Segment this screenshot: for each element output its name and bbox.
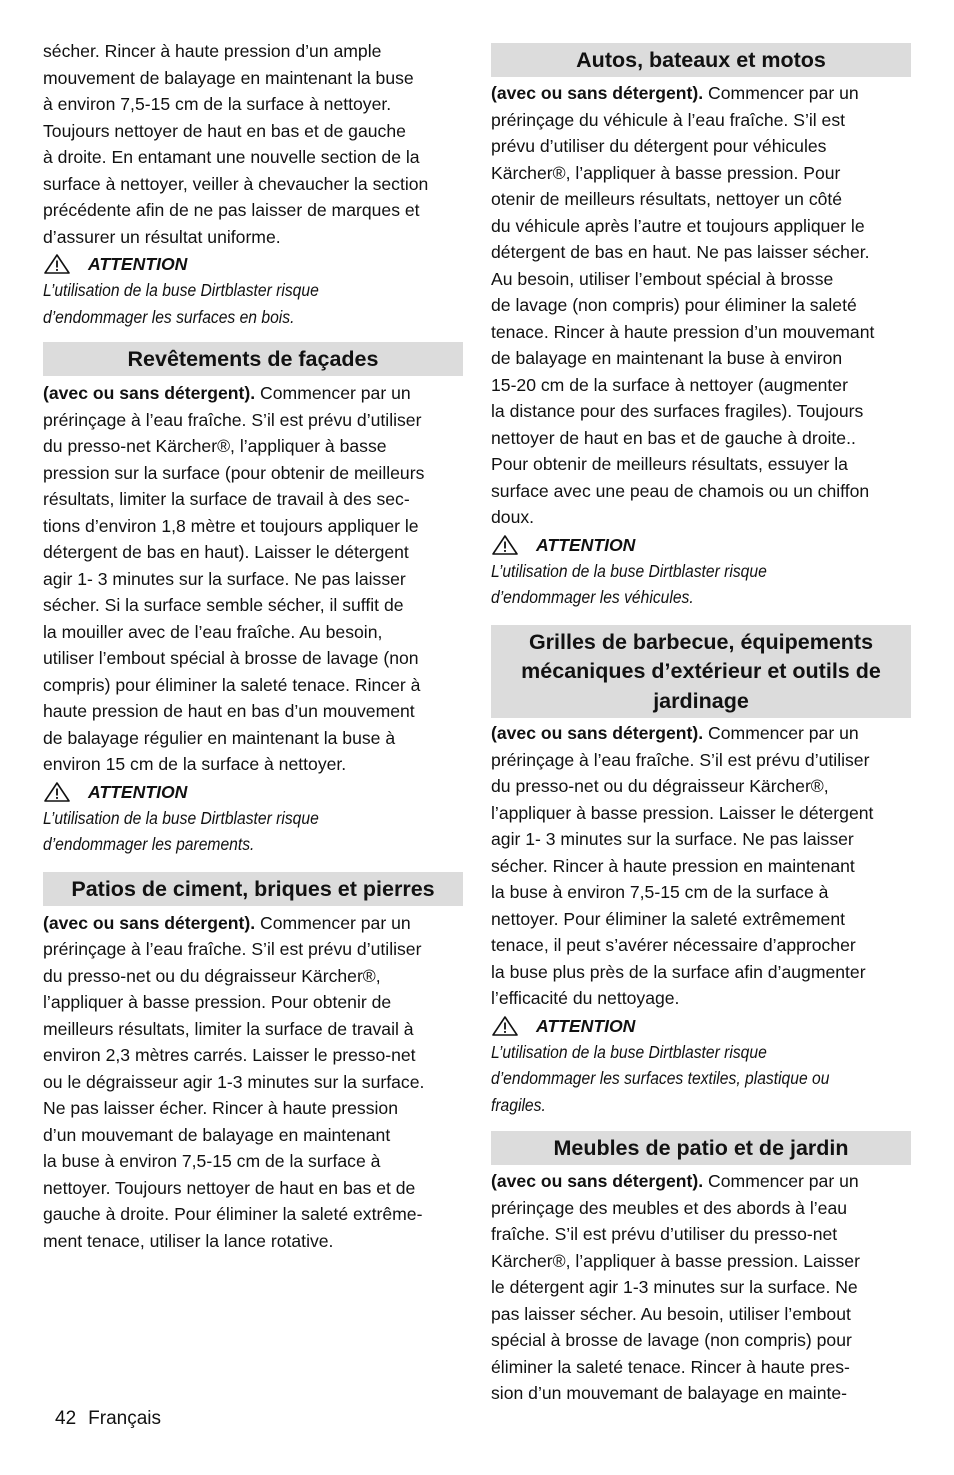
warning-triangle-icon — [44, 782, 70, 802]
section-heading-grilles: Grilles de barbecue, équipements mécaniques d’extérieur et outils de jardinage — [491, 625, 911, 719]
section-body-grilles: (avec ou sans détergent). Commencer par un prérinçage à l’eau fraîche. S’il est prévu d’utiliser du presso-net ou du dégraisseur Kärcher®, l’appliquer à basse pression. Laisser le détergent agir 1- 3 minutes sur la surface. Ne pas laisser sécher. Rincer à haute pression en maintenant la buse à environ 7,5-15 cm de la surface à nettoyer. Pour éliminer la saleté extrêmement tenace, il peut s’avérer nécessaire d’approcher la buse plus près de la surface afin d’augmenter l’efficacité du nettoyage. — [491, 723, 874, 1008]
section-body-patios: (avec ou sans détergent). Commencer par un prérinçage à l’eau fraîche. S’il est prévu d’utiliser du presso-net ou du dégraisseur Kärcher®, l’appliquer à basse pression. Pour obtenir de meilleurs résultats, limiter la surface de travail à environ 2,3 mètres carrés. Laisser le presso-net ou le dégraisseur agir 1-3 minutes sur la surface. Ne pas laisser écher. Rincer à haute pression d’un mouvemant de balayage en maintenant la buse à environ 7,5-15 cm de la surface à nettoyer. Toujours nettoyer de haut en bas et de gauche à droite. Pour éliminer la saleté extrême- ment tenace, utiliser la lance rotative. — [43, 912, 425, 1251]
intro-paragraph: sécher. Rincer à haute pression d’un ample mouvement de balayage en maintenant la buse à environ 7,5-15 cm de la surface à nettoyer. Toujours nettoyer de haut en bas et de gauche à droite. En entamant une nouvelle section de la surface à nettoyer, veiller à chevaucher la section précédente afin de ne pas laisser de marques et d’assurer un résultat uniforme. — [43, 41, 429, 247]
warning-triangle-icon — [44, 254, 70, 274]
attention-note: ATTENTION L’utilisation de la buse Dirtblaster risque d’endommager les véhicules. — [491, 532, 911, 611]
section-heading-patios: Patios de ciment, briques et pierres — [43, 872, 463, 906]
attention-note: ATTENTION L’utilisation de la buse Dirtblaster risque d’endommager les surfaces en bois. — [43, 251, 463, 330]
page-number: 42 — [55, 1408, 77, 1429]
section-heading-facades: Revêtements de façades — [43, 342, 463, 376]
attention-label: ATTENTION — [88, 254, 188, 274]
section-body-autos: (avec ou sans détergent). Commencer par un prérinçage du véhicule à l’eau fraîche. S’il est prévu d’utiliser du détergent pour véhicules Kärcher®, l’appliquer à basse pression. Pour otenir de meilleurs résultats, nettoyer un côté du véhicule après l’autre et toujours appliquer le détergent de bas en haut. Ne pas laisser sécher. Au besoin, utiliser l’embout spécial à brosse de lavage (non compris) pour éliminer la saleté tenace. Rincer à haute pression d’un mouvemant de balayage en maintenant la buse à environ 15-20 cm de la surface à nettoyer (augmenter la distance pour des surfaces fragiles). Toujours nettoyer de haut en bas et de gauche à droite.. Pour obtenir de meilleurs résultats, essuyer la surface avec une peau de chamois ou un chiffon doux. — [491, 83, 875, 527]
section-body-meubles: (avec ou sans détergent). Commencer par un prérinçage des meubles et des abords à l’eau fraîche. S’il est prévu d’utiliser du presso-net Kärcher®, l’appliquer à basse pression. Laisser le détergent agir 1-3 minutes sur la surface. Ne pas laisser sécher. Au besoin, utiliser l’embout spécial à brosse de lavage (non compris) pour éliminer la saleté tenace. Rincer à haute pres- sion d’un mouvemant de balayage en mainte- — [491, 1171, 860, 1403]
right-column — [491, 43, 911, 1407]
left-column — [43, 38, 463, 1254]
attention-label: ATTENTION — [88, 781, 188, 802]
warning-triangle-icon — [492, 1016, 518, 1036]
footer-language: Français — [88, 1408, 161, 1429]
warning-triangle-icon — [492, 535, 518, 555]
attention-note: ATTENTION L’utilisation de la buse Dirtblaster risque d’endommager les surfaces textiles, plastique ou fragiles. — [491, 1013, 911, 1119]
page-footer — [55, 1408, 161, 1430]
section-body-facades: (avec ou sans détergent). Commencer par un prérinçage à l’eau fraîche. S’il est prévu d’utiliser du presso-net Kärcher®, l’appliquer à basse pression sur la surface (pour obtenir de meilleurs résultats, limiter la surface de travail à des sec- tions d’environ 1,8 mètre et toujours appliquer le détergent de bas en haut). Laisser le détergent agir 1- 3 minutes sur la surface. Ne pas laisser sécher. Si la surface semble sécher, il suffit de la mouiller avec de l’eau fraîche. Au besoin, utiliser l’embout spécial à brosse de lavage (non compris) pour éliminer la saleté tenace. Rincer à haute pression de haut en bas d’un mouvement de balayage régulier en maintenant la buse à environ 15 cm de la surface à nettoyer. — [43, 383, 425, 774]
section-heading-autos: Autos, bateaux et motos — [491, 43, 911, 77]
attention-label: ATTENTION — [536, 1015, 636, 1036]
attention-label: ATTENTION — [536, 534, 636, 555]
section-heading-meubles: Meubles de patio et de jardin — [491, 1131, 911, 1165]
attention-note: ATTENTION L’utilisation de la buse Dirtblaster risque d’endommager les parements. — [43, 779, 463, 858]
